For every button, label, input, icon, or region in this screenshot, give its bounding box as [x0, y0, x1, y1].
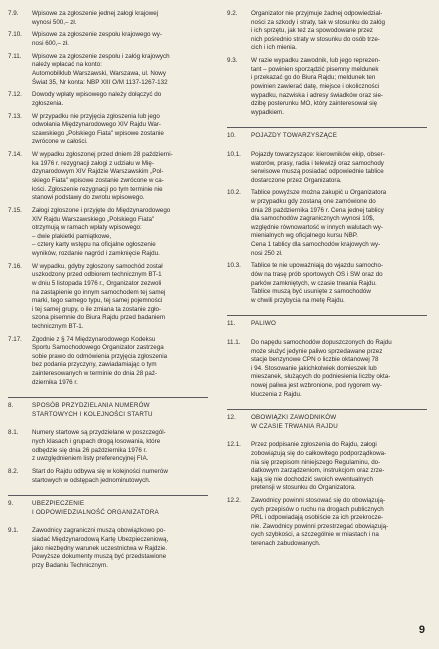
paragraph	[8, 151, 208, 203]
paragraph-number: 9.3.	[227, 57, 238, 65]
section-heading	[227, 127, 427, 141]
paragraph-number: 12.1.	[227, 441, 241, 449]
paragraph-number: 7.15.	[8, 207, 22, 214]
paragraph-number: 9.2.	[227, 10, 238, 17]
paragraph-number: 7.13.	[8, 112, 22, 120]
paragraph-text: W wypadku, gdyby zgłoszony samochód został uszkodzony przed odbiorem technicznym BT-1 w dniu 5 listopada 1976 r., Organizator zezwoli na zastąpienie go innym samochodem tej samej marki, tego samego typu, tej samej pojemności i tej samej grupy, o ile zmiana ta zostanie zgło- szona pisemnie do Biura Rajdu przed badaniem technicznym BT-1.	[32, 262, 166, 330]
section-title: UBEZPIECZENIE I ODPOWIEDZIALNOŚĆ ORGANIZATORA	[32, 500, 159, 516]
paragraph-text: Wpisowe za zgłoszenie jednej załogi krajowej wynosi 500,– zł.	[32, 10, 159, 26]
section-divider	[227, 127, 427, 128]
section-title: PALIWO	[251, 320, 277, 328]
paragraph-number: 12.2.	[227, 497, 241, 505]
paragraph	[227, 262, 427, 305]
paragraph	[8, 207, 208, 259]
paragraph-number: 10.3.	[227, 262, 241, 270]
paragraph-text: Zgodnie z § 74 Międzynarodowego Kodeksu Sportu Samochodowego Organizator zastrzega sobie prawo do odmówienia przyjęcia zgłoszenia bez podania przyczyny, zawiadamiając o tym zainteresowanych w terminie do dnia 28 paź- dziernika 1976 r.	[32, 335, 168, 386]
section-number: 12.	[227, 414, 236, 422]
paragraph-number: 7.11.	[8, 52, 22, 60]
paragraph-text: Zawodnicy zagraniczni muszą obowiązkowo po- siadać Międzynarodową Kartę Ubezpieczeniową, jako niezbędny warunek uczestnictwa w Rajdzie. Powyższe dokumenty muszą być przedstawione przy Badaniu Technicznym.	[32, 527, 169, 569]
paragraph-text: Pojazdy towarzyszące: kierowników ekip, obser- watorów, prasy, radia i telewizji oraz samochody serwisowe muszą posiadać odpowiednie tablice dostarczone przez Organizatora.	[251, 150, 385, 184]
paragraph-number: 7.10.	[8, 31, 22, 39]
paragraph-text: Start do Rajdu odbywa się w kolejności numerów startowych w odstępach jednominutowych.	[32, 468, 168, 484]
paragraph-text: Numery startowe są przydzielane w poszczegól- nych klasach i grupach drogą losowania, które odbędzie się dnia 26 października 1976 r. z uwzględnieniem listy preferencyjnej FIA.	[32, 429, 166, 463]
paragraph-text: Wpisowe za zgłoszenie zespołu i załóg krajowych należy wpłacać na konto: Automobilklub Warszawski, Warszawa, ul. Nowy Świat 35, Nr konta: NBP XIII O/M 1137-1267-132	[32, 52, 170, 86]
section-heading	[227, 315, 427, 329]
section-number: 10.	[227, 132, 236, 140]
paragraph-number: 7.14.	[8, 151, 22, 159]
section-divider	[8, 397, 208, 398]
section-divider	[227, 409, 427, 410]
paragraph-text: Dowody wpłaty wpisowego należy dołączyć do zgłoszenia.	[32, 91, 162, 107]
paragraph-text: Do napędu samochodów dopuszczonych do Rajdu może służyć jedynie paliwo sprzedawane przez stacje benzynowe CPN o liczbie oktanowej 78 i 94. Stosowanie jakichkolwiek domieszek lub mieszanek, służących do podniesienia liczby okta- nowej paliwa jest wzbronione, pod rygorem wy- kluczenia z Rajdu.	[251, 338, 392, 398]
section-number: 8.	[8, 402, 14, 410]
section-heading	[8, 397, 208, 419]
paragraph-number: 9.1.	[8, 527, 19, 535]
paragraph-text: Przez podpisanie zgłoszenia do Rajdu, załogi zobowiązują się do całkowitego podporządkowa- nia się przepisom niniejszego Regulaminu, do- datkowym zarządzeniom, instrukcjom oraz zrze- kają się nie dochodzić swoich ewentualnych pretensji w stosunku do Organizatora.	[251, 441, 387, 492]
left-column	[8, 10, 208, 575]
paragraph-number: 7.9.	[8, 10, 19, 17]
paragraph	[227, 441, 427, 493]
paragraph-text: W razie wypadku zawodnik, lub jego reprezen- tant – powinien sporządzić pisemny meldunek i przekazać go do Biura Rajdu; meldunek ten powinien zawierać datę, miejsce i okoliczności wypadku, nazwiska i adresy świadków oraz sie- dzibę posterunku MO, który zainteresował się wypadkiem.	[251, 57, 383, 116]
section-divider	[227, 315, 427, 316]
section-title: POJAZDY TOWARZYSZĄCE	[251, 132, 338, 140]
paragraph-number: 11.1.	[227, 338, 241, 346]
paragraph	[8, 263, 208, 332]
paragraph-text: Tablice te nie upoważniają do wjazdu samocho- dów na trasę prób sportowych OS i SW oraz do parków zamkniętych, w czasie trwania Rajdu. Tablice muszą być usunięte z samochodów w chwili przybycia na metę Rajdu.	[251, 262, 384, 304]
paragraph-text: W przypadku nie przyjęcia zgłoszenia lub jego odwołania Międzynarodowego XIV Rajdu War- szawskiego „Polskiego Fiata" wpisowe zostanie zwrócone w całości.	[32, 112, 164, 146]
section-heading	[227, 409, 427, 431]
paragraph	[8, 113, 208, 147]
section-title: SPOSÓB PRZYDZIELANIA NUMERÓW STARTOWYCH I KOLEJNOŚCI STARTU	[32, 402, 153, 418]
paragraph-text: Wpisowe za zgłoszenie zespołu krajowego wy- nosi 600,– zł.	[32, 31, 162, 47]
paragraph	[8, 336, 208, 388]
section-title: OBOWIĄZKI ZAWODNIKÓW W CZASIE TRWANIA RAJDU	[251, 414, 338, 430]
right-column	[227, 10, 427, 553]
paragraph	[8, 468, 208, 485]
paragraph	[8, 91, 208, 108]
paragraph-text: Organizator nie przyjmuje żadnej odpowiedzial- ności za szkody i straty, tak w stosunku do załóg i ich sprzętu, jak też za spowodowane przez nich pośrednio straty w stosunku do osób trze- cich i ich mienia.	[251, 10, 385, 52]
paragraph-text: Załogi zgłoszone i przyjęte do Międzynarodowego XIV Rajdu Warszawskiego „Polskiego Fiata" otrzymują w ramach wpłaty wpisowego: – dwie plakietki pamiątkowe, – cztery karty wstępu na oficjalne ogłoszenie wyników, rozdanie nagród i zamknięcie Rajdu.	[32, 207, 171, 257]
paragraph	[227, 151, 427, 185]
paragraph-number: 10.1.	[227, 150, 241, 158]
paragraph	[227, 497, 427, 549]
paragraph	[8, 53, 208, 87]
section-number: 11.	[227, 320, 236, 328]
paragraph-number: 7.12.	[8, 91, 22, 99]
paragraph	[8, 31, 208, 48]
paragraph-number: 7.17.	[8, 335, 22, 343]
paragraph-number: 8.2.	[8, 468, 19, 475]
page-number: 9	[418, 624, 425, 636]
paragraph	[8, 527, 208, 570]
paragraph-text: Zawodnicy powinni stosować się do obowiązują- cych przepisów o ruchu na drogach publicznych PRL i odpowiadają osobiście za ich przekrocze- nie. Zawodnicy powinni przestrzegać obowiązują- cych szybkości, a szczególnie w miastach i na terenach zabudowanych.	[251, 497, 389, 548]
paragraph	[227, 10, 427, 53]
paragraph	[227, 339, 427, 399]
section-number: 9.	[8, 500, 14, 508]
paragraph-number: 10.2.	[227, 189, 241, 197]
paragraph-number: 8.1.	[8, 429, 19, 437]
paragraph-text: Tablice powyższe można zakupić u Organizatora w przypadku gdy zostaną one zamówione do dnia 28 października 1976 r. Cena jednej tablicy dla samochodów zagranicznych wynosi 10$, względnie równowartość w innych walutach wy- mienialnych wg oficjalnego kursu NBP. Cena 1 tablicy dla samochodów krajowych wy- nosi 250 zł.	[251, 189, 387, 257]
paragraph	[227, 189, 427, 258]
paragraph	[8, 10, 208, 27]
paragraph-number: 7.16.	[8, 262, 22, 270]
paragraph	[8, 429, 208, 463]
section-heading	[8, 495, 208, 517]
paragraph-text: W wypadku zgłoszonej przed dniem 28 październi- ka 1976 r. rezygnacji załogi z udziału w Mię- dzynarodowym XIV Rajdzie Warszawskim „Pol- skiego Fiata" wpisowe zostanie zwrócone w ca- łości. Zgłoszenie rezygnacji po tym terminie nie stanowi podstawy do zwrotu wpisowego.	[32, 151, 173, 202]
paragraph	[227, 57, 427, 117]
section-divider	[8, 495, 208, 496]
